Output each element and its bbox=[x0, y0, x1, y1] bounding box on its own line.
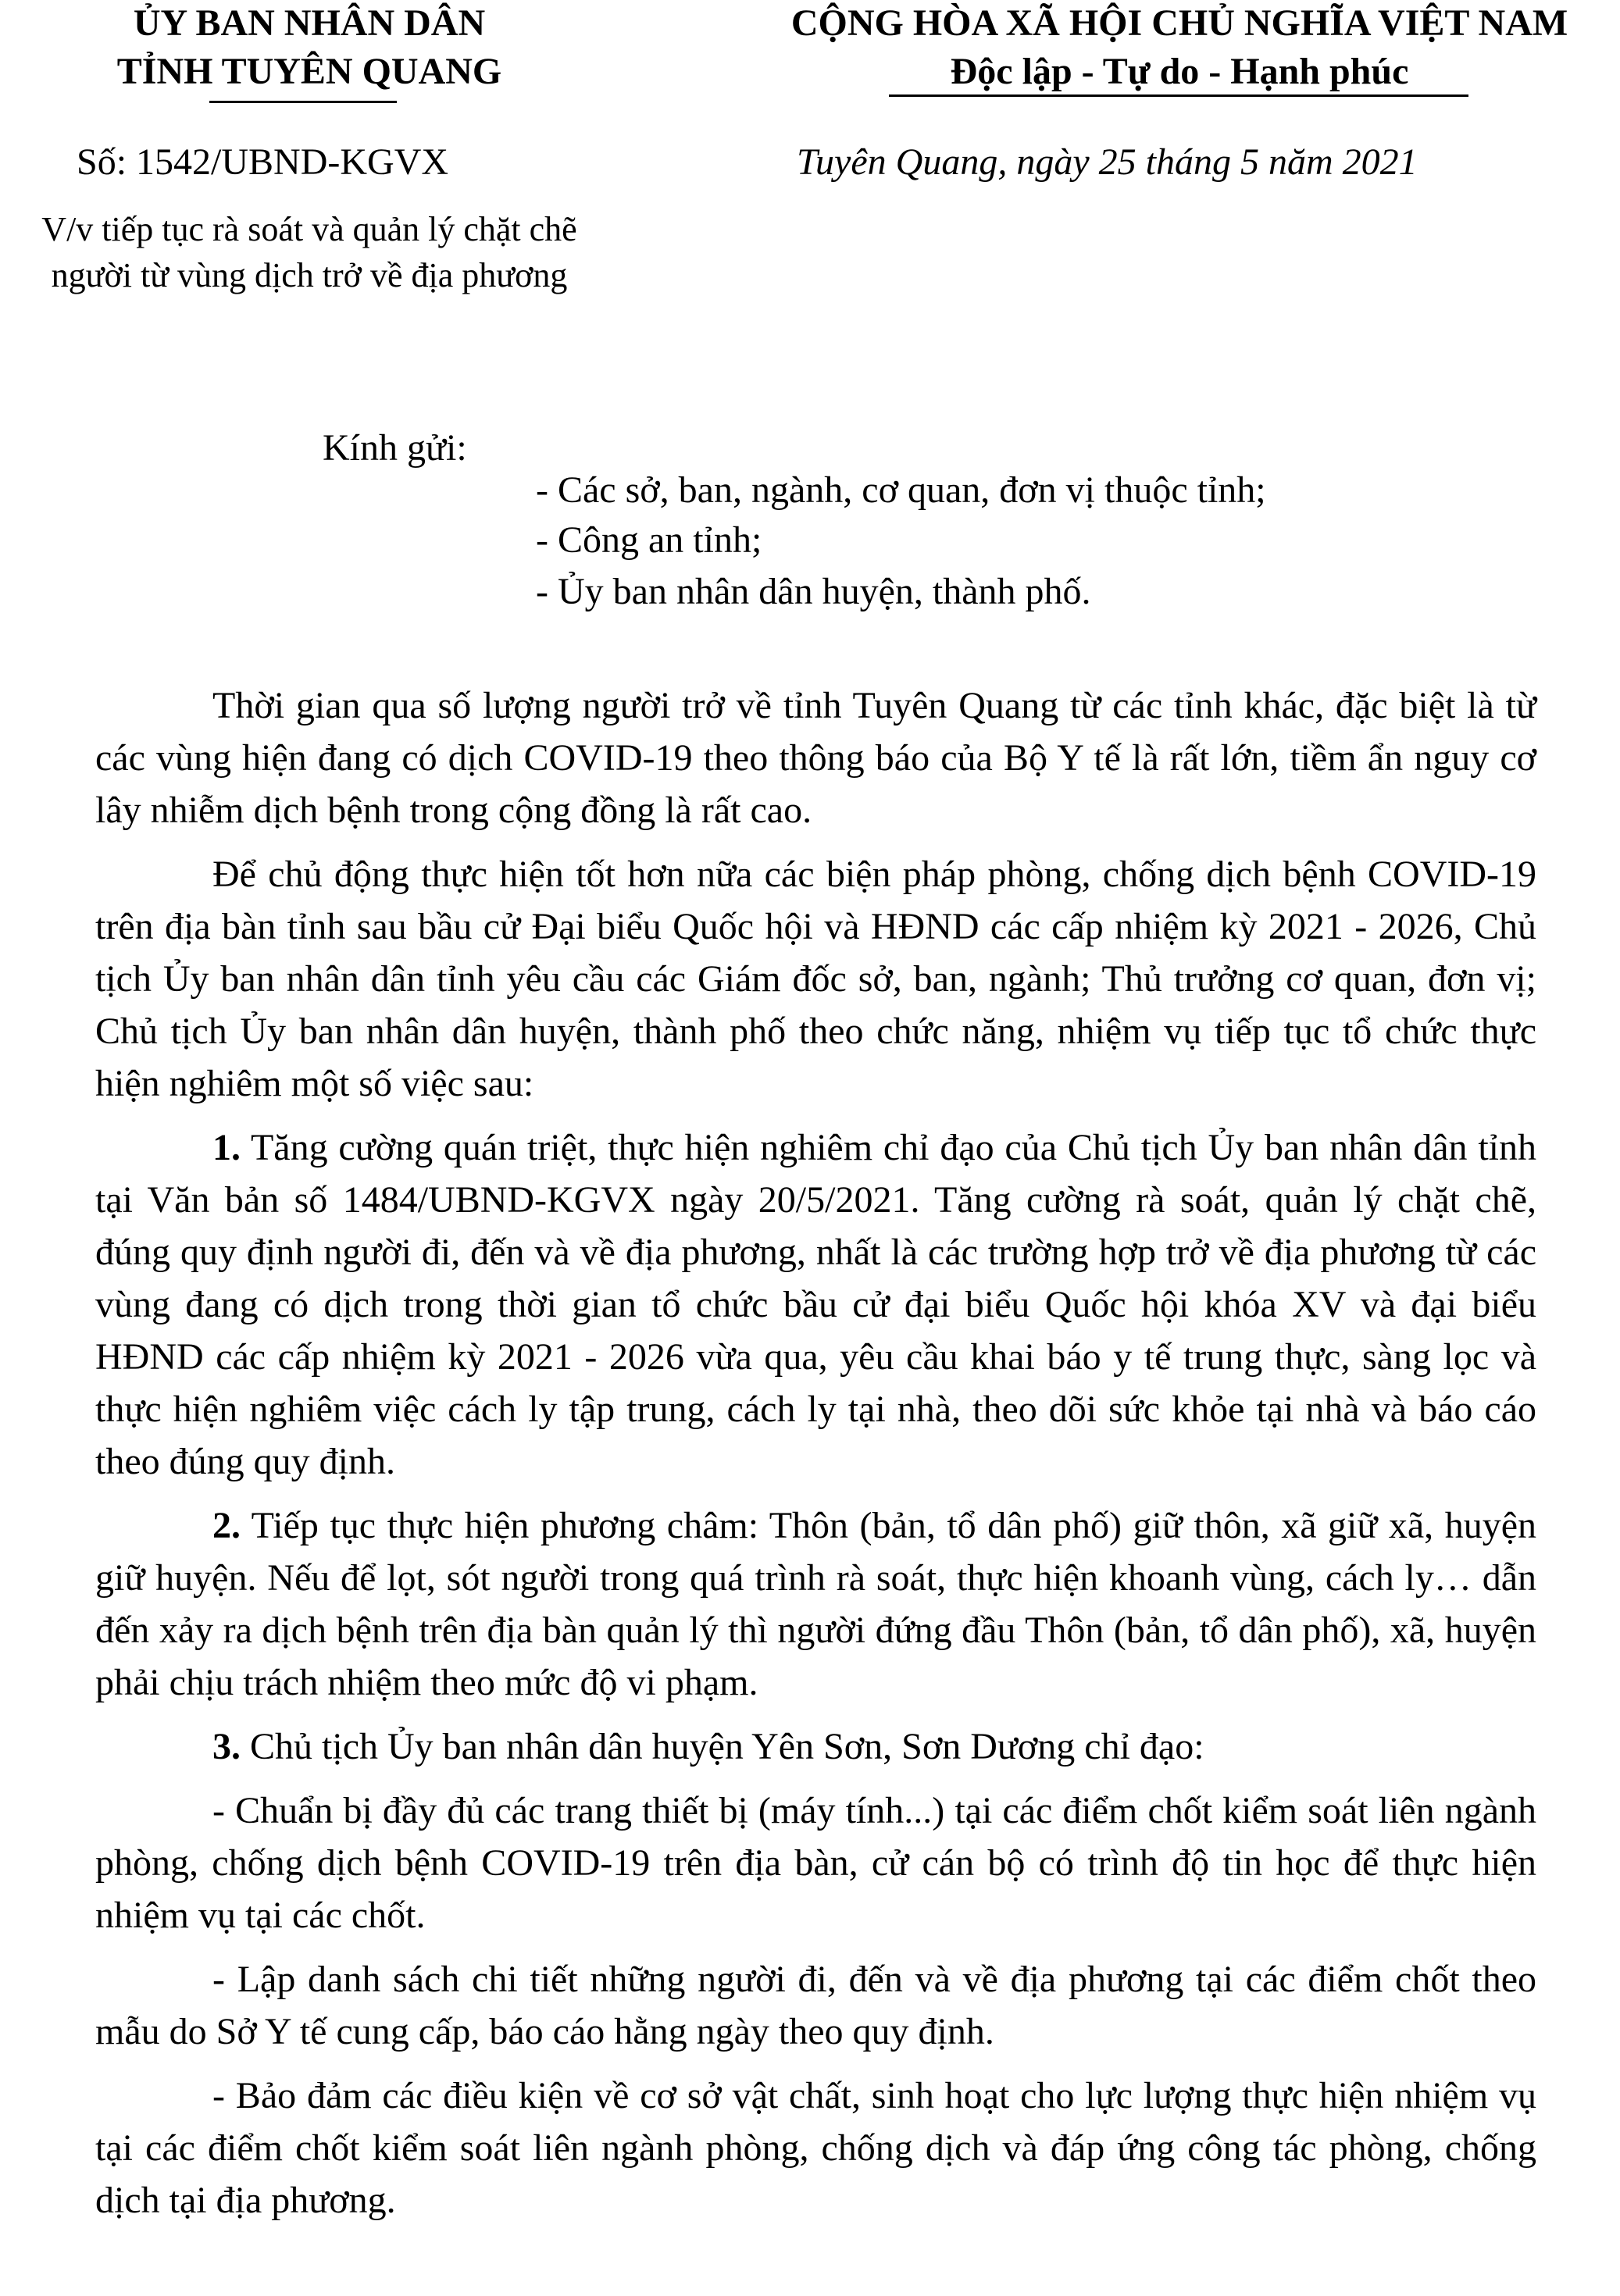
item-2-paragraph bbox=[95, 1499, 1536, 1709]
item-3-subitem: - Lập danh sách chi tiết những người đi, đến và về địa phương tại các điểm chốt theo mẫu do Sở Y tế cung cấp, báo cáo hằng ngày theo quy định. bbox=[95, 1959, 1536, 2052]
nation-title: CỘNG HÒA XÃ HỘI CHỦ NGHĨA VIỆT NAM bbox=[790, 2, 1568, 44]
request-paragraph: Để chủ động thực hiện tốt hơn nữa các biện pháp phòng, chống dịch bệnh COVID-19 trên địa bàn tỉnh sau bầu cử Đại biểu Quốc hội và HĐND các cấp nhiệm kỳ 2021 - 2026, Chủ tịch Ủy ban nhân dân tỉnh yêu cầu các Giám đốc sở, ban, ngành; Thủ trưởng cơ quan, đơn vị; Chủ tịch Ủy ban nhân dân huyện, thành phố theo chức năng, nhiệm vụ tiếp tục tổ chức thực hiện nghiêm một số việc sau: bbox=[95, 854, 1536, 1104]
intro-paragraph: Thời gian qua số lượng người trở về tỉnh Tuyên Quang từ các tỉnh khác, đặc biệt là từ các vùng hiện đang có dịch COVID-19 theo thông báo của Bộ Y tế là rất lớn, tiềm ẩn nguy cơ lây nhiễm dịch bệnh trong cộng đồng là rất cao. bbox=[95, 685, 1536, 831]
motto-underline bbox=[889, 94, 1468, 97]
item-3-text: Chủ tịch Ủy ban nhân dân huyện Yên Sơn, Sơn Dương chỉ đạo: bbox=[241, 1726, 1204, 1767]
item-2-number: 2. bbox=[212, 1505, 241, 1546]
agency-underline bbox=[209, 101, 397, 103]
recipient-item: - Ủy ban nhân dân huyện, thành phố. bbox=[536, 571, 1091, 612]
subject-line1: V/v tiếp tục rà soát và quản lý chặt chẽ bbox=[41, 210, 577, 248]
recipient-item: - Các sở, ban, ngành, cơ quan, đơn vị thuộc tỉnh; bbox=[536, 469, 1266, 511]
item-3-paragraph bbox=[95, 1720, 1536, 1773]
recipient-item: - Công an tỉnh; bbox=[536, 519, 762, 561]
item-1-number: 1. bbox=[212, 1127, 241, 1168]
agency-name-line2: TỈNH TUYÊN QUANG bbox=[116, 51, 502, 92]
document-body bbox=[95, 679, 1536, 2226]
addressee-label: Kính gửi: bbox=[323, 427, 467, 469]
item-3-subitem: - Bảo đảm các điều kiện về cơ sở vật chất, sinh hoạt cho lực lượng thực hiện nhiệm vụ tại các điểm chốt kiểm soát liên ngành phòng, chống dịch và đáp ứng công tác phòng, chống dịch tại địa phương. bbox=[95, 2075, 1536, 2221]
subject-line2: người từ vùng dịch trở về địa phương bbox=[51, 256, 568, 294]
document-number: Số: 1542/UBND-KGVX bbox=[77, 141, 449, 183]
item-3-subitem: - Chuẩn bị đầy đủ các trang thiết bị (máy tính...) tại các điểm chốt kiểm soát liên ngành phòng, chống dịch bệnh COVID-19 trên địa bàn, cử cán bộ có trình độ tin học để thực hiện nhiệm vụ tại các chốt. bbox=[95, 1790, 1536, 1936]
item-1-text: Tăng cường quán triệt, thực hiện nghiêm chỉ đạo của Chủ tịch Ủy ban nhân dân tỉnh tại Văn bản số 1484/UBND-KGVX ngày 20/5/2021. Tăng cường rà soát, quản lý chặt chẽ, đúng quy định người đi, đến và về địa phương, nhất là các trường hợp trở về địa phương từ các vùng đang có dịch trong thời gian tổ chức bầu cử đại biểu Quốc hội khóa XV và đại biểu HĐND các cấp nhiệm kỳ 2021 - 2026 vừa qua, yêu cầu khai báo y tế trung thực, sàng lọc và thực hiện nghiêm việc cách ly tập trung, cách ly tại nhà, theo dõi sức khỏe tại nhà và báo cáo theo đúng quy định. bbox=[95, 1127, 1536, 1482]
item-1-paragraph bbox=[95, 1121, 1536, 1488]
nation-motto: Độc lập - Tự do - Hạnh phúc bbox=[950, 51, 1409, 92]
place-and-date: Tuyên Quang, ngày 25 tháng 5 năm 2021 bbox=[797, 141, 1418, 183]
item-2-text: Tiếp tục thực hiện phương châm: Thôn (bản, tổ dân phố) giữ thôn, xã giữ xã, huyện giữ huyện. Nếu để lọt, sót người trong quá trình rà soát, thực hiện khoanh vùng, cách ly… dẫn đến xảy ra dịch bệnh trên địa bàn quản lý thì người đứng đầu Thôn (bản, tổ dân phố), xã, huyện phải chịu trách nhiệm theo mức độ vi phạm. bbox=[95, 1505, 1536, 1703]
item-3-number: 3. bbox=[212, 1726, 241, 1767]
agency-name-line1: ỦY BAN NHÂN DÂN bbox=[133, 2, 486, 44]
